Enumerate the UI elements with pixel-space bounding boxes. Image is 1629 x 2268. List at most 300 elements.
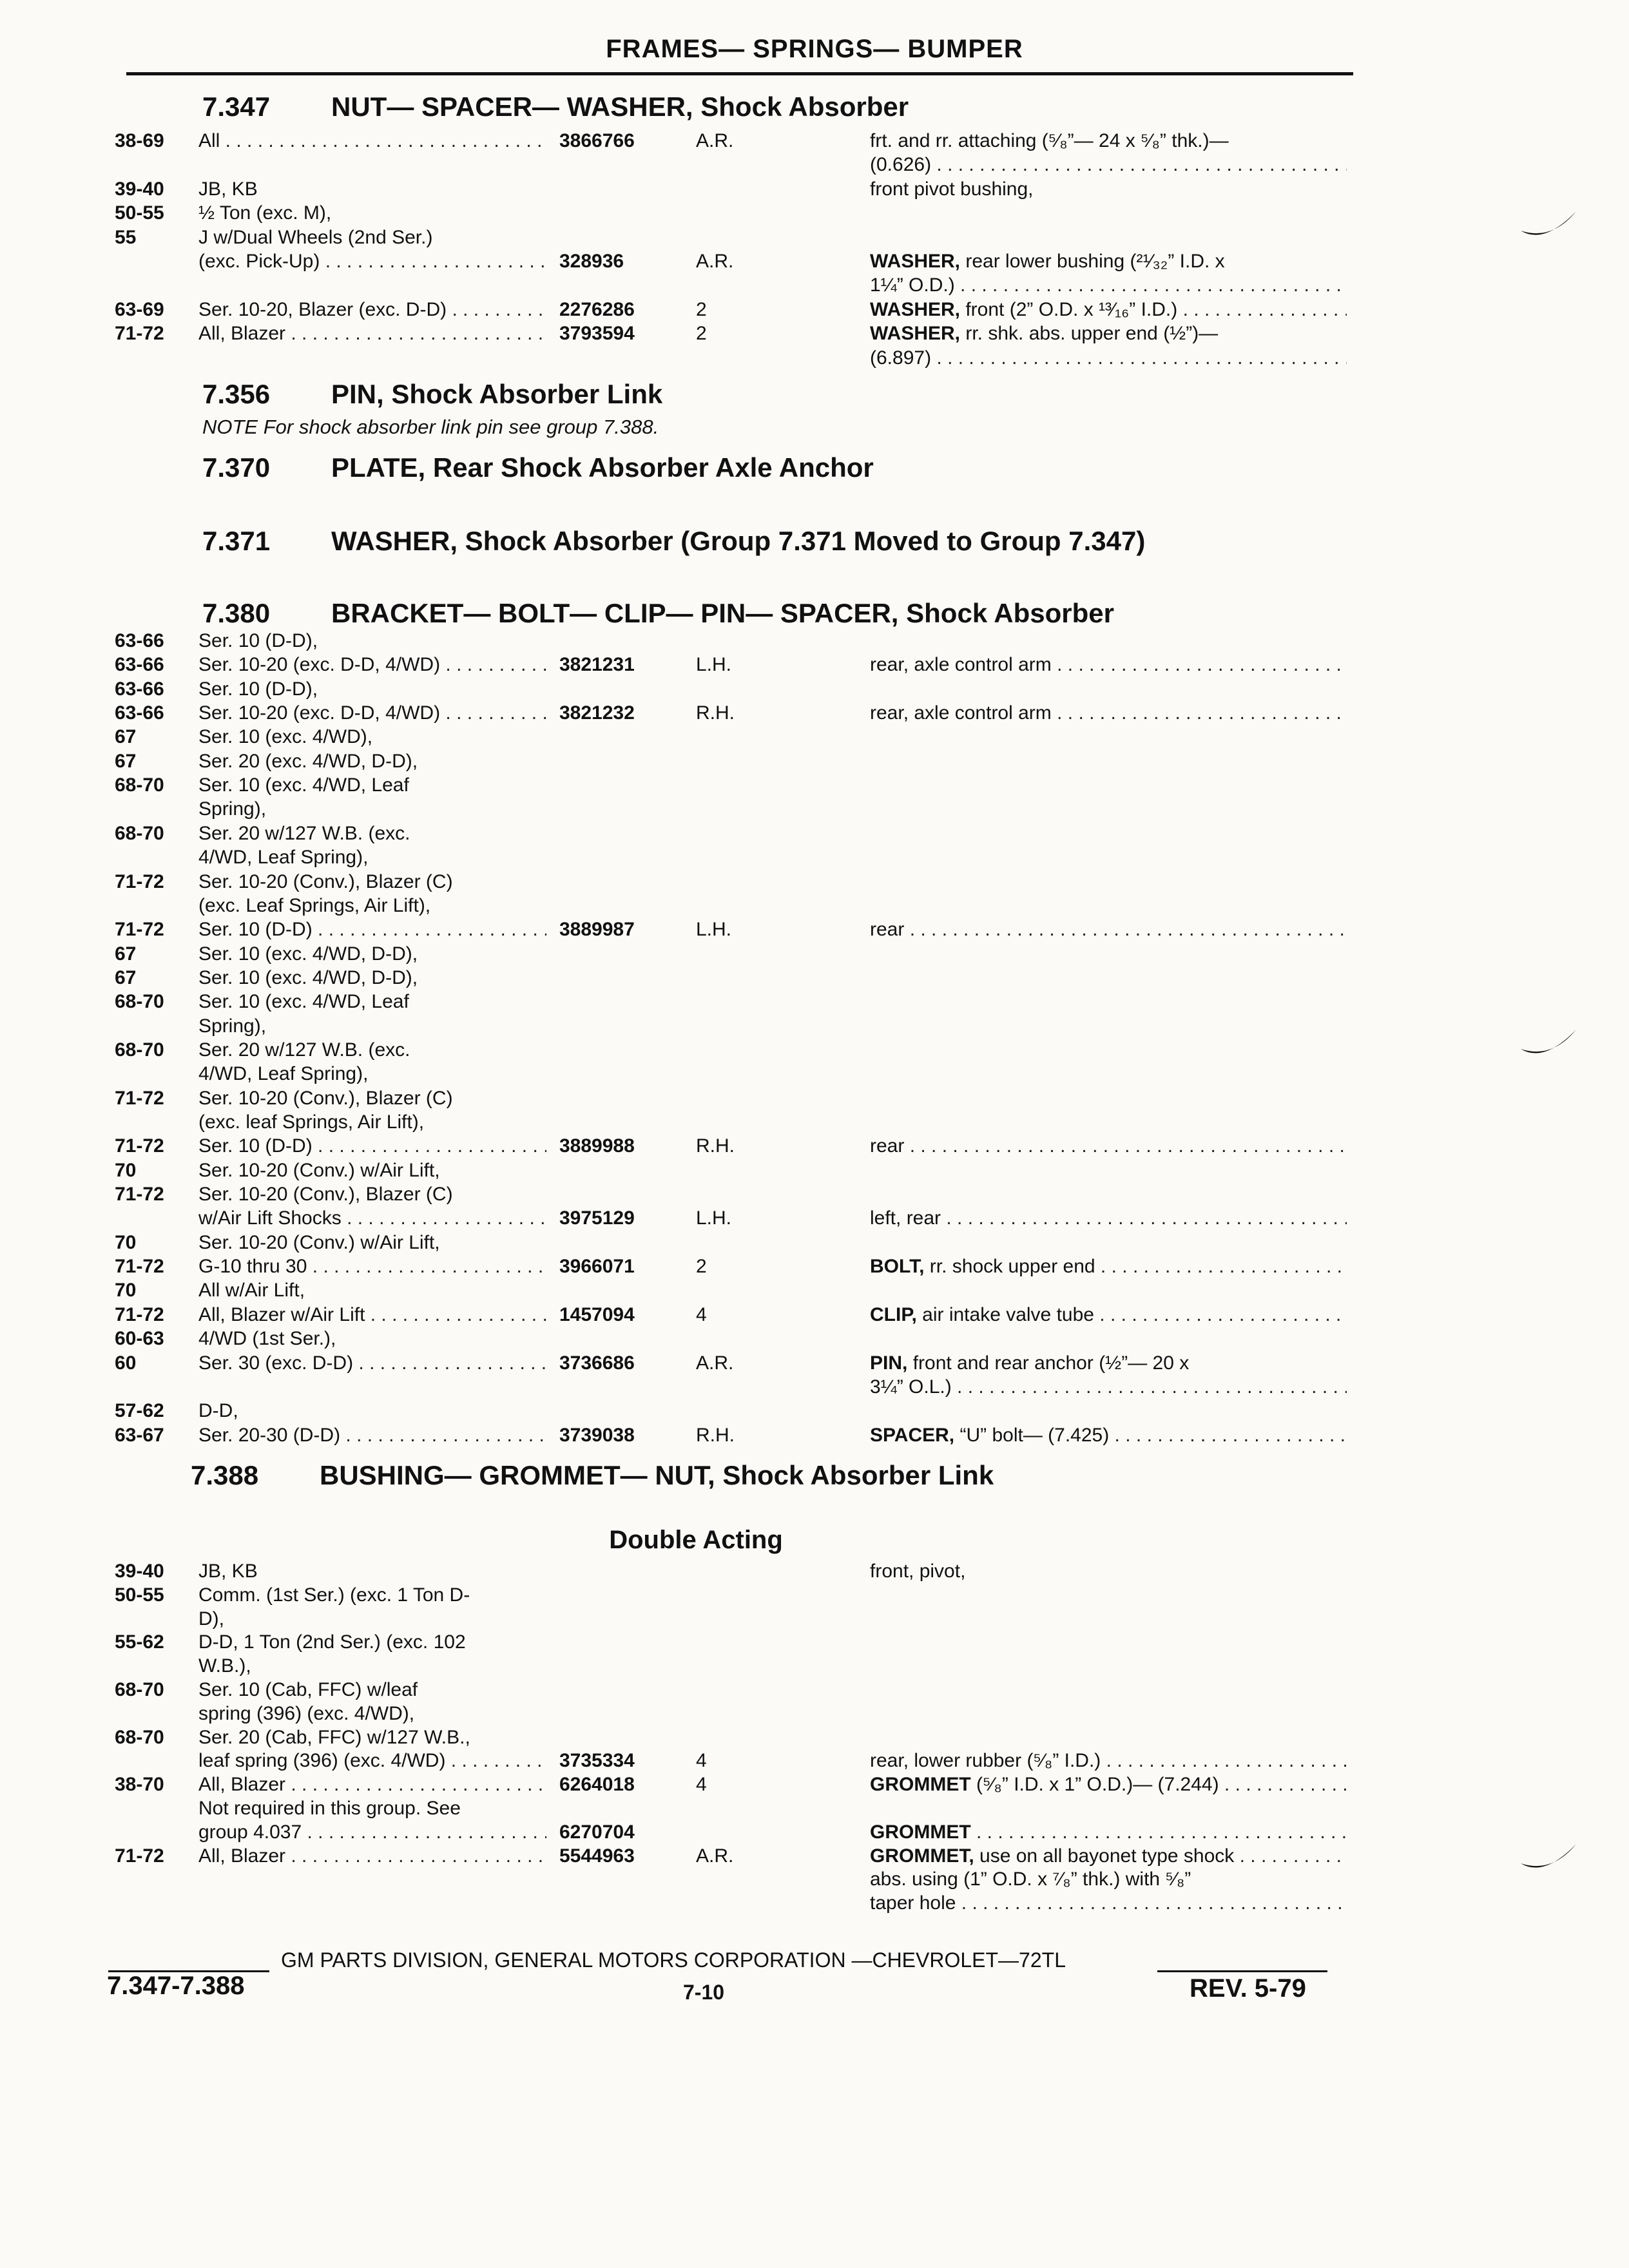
row-description-text: rear, lower rubber (⁵⁄₈” I.D.) xyxy=(870,1750,1101,1772)
row-part-number xyxy=(559,1351,695,1376)
row-description xyxy=(870,1844,1347,1869)
row-description-text: (0.626) xyxy=(870,154,932,176)
row-application xyxy=(198,677,546,702)
row-years xyxy=(115,701,164,726)
row-description xyxy=(870,701,1347,726)
row-application-text: Ser. 10 (exc. 4/WD, Leaf xyxy=(198,991,409,1013)
row-application xyxy=(198,1110,546,1135)
row-application-text: J w/Dual Wheels (2nd Ser.) xyxy=(198,226,433,248)
parts-row xyxy=(0,653,1629,677)
row-application-text: D-D, 1 Ton (2nd Ser.) (exc. 102 xyxy=(198,1631,466,1653)
row-years xyxy=(115,298,164,322)
row-years xyxy=(115,1134,164,1158)
row-part-number xyxy=(559,1206,695,1231)
parts-row xyxy=(0,990,1629,1014)
parts-row xyxy=(0,129,1629,153)
row-years-text: 67 xyxy=(115,726,137,748)
row-quantity xyxy=(696,1254,747,1279)
row-years-text: 38-69 xyxy=(115,130,164,151)
row-description-text: (⁵⁄₈” I.D. x 1” O.D.)— (7.244) xyxy=(970,1774,1219,1796)
row-application-text: Ser. 30 (exc. D-D) xyxy=(198,1352,354,1374)
row-part-number xyxy=(559,298,695,322)
row-years xyxy=(115,1630,164,1655)
row-application xyxy=(198,990,546,1014)
row-application-text: leaf spring (396) (exc. 4/WD) xyxy=(198,1750,446,1772)
row-years xyxy=(115,1086,164,1111)
parts-row xyxy=(0,1231,1629,1255)
row-application xyxy=(198,177,546,202)
row-part-number xyxy=(559,653,695,677)
parts-row xyxy=(0,177,1629,202)
row-application-text: spring (396) (exc. 4/WD), xyxy=(198,1702,415,1724)
row-application-text: JB, KB xyxy=(198,178,258,200)
row-part-number-text: 3866766 xyxy=(559,130,635,151)
row-years-text: 39-40 xyxy=(115,178,164,200)
row-years-text: 60 xyxy=(115,1352,137,1374)
row-description-text: “U” bolt— (7.425) xyxy=(954,1424,1110,1446)
section-heading: PIN, Shock Absorber Link xyxy=(331,379,663,409)
parts-row xyxy=(0,1654,1629,1678)
row-years xyxy=(115,990,164,1014)
row-description-text: front pivot bushing, xyxy=(870,178,1034,200)
row-years xyxy=(115,653,164,677)
row-years-text: 71-72 xyxy=(115,870,164,892)
row-quantity xyxy=(696,129,747,153)
row-quantity xyxy=(696,918,747,942)
binder-clip-mark-icon xyxy=(1518,1838,1583,1883)
row-quantity-text: A.R. xyxy=(696,1352,734,1374)
description-heading: PIN, xyxy=(870,1352,908,1374)
row-application-text: Ser. 10 (D-D), xyxy=(198,630,318,651)
row-part-number-text: 3736686 xyxy=(559,1352,635,1374)
row-application xyxy=(198,1086,546,1111)
row-part-number-text: 6270704 xyxy=(559,1821,635,1843)
row-quantity xyxy=(696,1303,747,1327)
row-application xyxy=(198,1062,546,1086)
row-description xyxy=(870,129,1347,153)
parts-row xyxy=(0,1327,1629,1351)
section-number: 7.371 xyxy=(202,526,271,556)
row-application-text: Ser. 10 (exc. 4/WD), xyxy=(198,726,373,748)
row-description-text: frt. and rr. attaching (⁵⁄₈”— 24 x ⁵⁄₈” thk.)— xyxy=(870,130,1229,151)
row-description-text: use on all bayonet type shock xyxy=(974,1845,1235,1867)
row-years xyxy=(115,1399,164,1423)
row-application xyxy=(198,226,546,250)
row-application xyxy=(198,653,546,677)
row-years-text: 71-72 xyxy=(115,1303,164,1325)
row-application-text: (exc. Leaf Springs, Air Lift), xyxy=(198,894,431,916)
row-description-text: taper hole xyxy=(870,1892,956,1914)
row-application-text: JB, KB xyxy=(198,1561,258,1582)
row-application-text: Ser. 10-20 (exc. D-D, 4/WD) xyxy=(198,654,441,676)
row-description-text: rear lower bushing (²¹⁄₃₂” I.D. x xyxy=(960,251,1225,272)
row-description xyxy=(870,1134,1347,1158)
row-description-text: rear, axle control arm xyxy=(870,654,1052,676)
row-part-number-text: 328936 xyxy=(559,251,624,272)
row-description-text: left, rear xyxy=(870,1207,941,1229)
section-number: 7.356 xyxy=(202,379,271,409)
parts-row xyxy=(0,1110,1629,1135)
row-application-text: Ser. 10-20 (exc. D-D, 4/WD) xyxy=(198,702,441,724)
row-years-text: 70 xyxy=(115,1231,137,1253)
row-quantity-text: R.H. xyxy=(696,702,735,724)
row-application xyxy=(198,1423,546,1448)
row-description-text: rr. shock upper end xyxy=(924,1256,1095,1278)
row-quantity-text: R.H. xyxy=(696,1424,735,1446)
row-years-text: 68-70 xyxy=(115,774,164,796)
row-application-text: Spring), xyxy=(198,1015,267,1037)
row-application xyxy=(198,1559,546,1584)
row-application-text: All, Blazer w/Air Lift xyxy=(198,1303,365,1325)
row-quantity xyxy=(696,1773,747,1797)
parts-row xyxy=(0,1607,1629,1631)
parts-row xyxy=(0,1254,1629,1279)
row-years xyxy=(115,1158,136,1183)
row-part-number-text: 5544963 xyxy=(559,1845,635,1867)
row-description xyxy=(870,1749,1347,1773)
row-description xyxy=(870,1375,1347,1399)
row-quantity-text: 2 xyxy=(696,298,707,320)
row-application xyxy=(198,1182,546,1207)
section-title-7-371 xyxy=(202,526,1145,557)
row-years xyxy=(115,201,164,226)
section-heading: BRACKET— BOLT— CLIP— PIN— SPACER, Shock Absorber xyxy=(331,598,1114,628)
row-years xyxy=(115,1278,136,1303)
row-years-text: 71-72 xyxy=(115,1184,164,1206)
row-years-text: 50-55 xyxy=(115,202,164,224)
binder-clip-mark-icon xyxy=(1518,205,1583,250)
row-description xyxy=(870,1254,1347,1279)
section-title-7-380 xyxy=(202,598,1114,629)
row-years-text: 68-70 xyxy=(115,991,164,1013)
binder-clip-mark-icon xyxy=(1518,1023,1583,1068)
row-quantity-text: L.H. xyxy=(696,1207,732,1229)
row-part-number xyxy=(559,129,695,153)
row-quantity-text: A.R. xyxy=(696,130,734,151)
row-years-text: 68-70 xyxy=(115,1679,164,1700)
row-years-text: 39-40 xyxy=(115,1561,164,1582)
parts-row xyxy=(0,298,1629,322)
row-application-text: Ser. 10-20, Blazer (exc. D-D) xyxy=(198,298,447,320)
parts-row xyxy=(0,1278,1629,1303)
footer-page-number: 7-10 xyxy=(683,1981,725,2004)
row-description-text: front (2” O.D. x ¹³⁄₁₆” I.D.) xyxy=(960,298,1178,320)
description-heading: WASHER, xyxy=(870,251,961,272)
row-application xyxy=(198,845,546,870)
header-rule xyxy=(126,72,1353,75)
subheading-double-acting: Double Acting xyxy=(609,1526,783,1554)
row-years xyxy=(115,1844,164,1869)
row-application xyxy=(198,1654,546,1678)
parts-row xyxy=(0,1375,1629,1399)
row-part-number xyxy=(559,1844,695,1869)
row-years xyxy=(115,629,164,653)
row-application-text: group 4.037 xyxy=(198,1821,302,1843)
row-years xyxy=(115,677,164,702)
row-part-number-text: 1457094 xyxy=(559,1303,635,1325)
row-quantity-text: 2 xyxy=(696,323,707,345)
row-part-number-text: 3821232 xyxy=(559,702,635,724)
description-heading: GROMMET xyxy=(870,1821,971,1843)
row-application xyxy=(198,322,546,346)
row-quantity xyxy=(696,653,747,677)
parts-row xyxy=(0,1630,1629,1655)
parts-row xyxy=(0,1134,1629,1158)
section-number: 7.380 xyxy=(202,598,271,628)
row-part-number-text: 3966071 xyxy=(559,1256,635,1278)
row-years xyxy=(115,966,136,990)
parts-row xyxy=(0,226,1629,250)
row-description xyxy=(870,346,1347,370)
row-years-text: 68-70 xyxy=(115,822,164,844)
row-application xyxy=(198,1278,546,1303)
row-application-text: Ser. 10 (exc. 4/WD, D-D), xyxy=(198,966,418,988)
row-description-text: 1¼” O.D.) xyxy=(870,274,955,296)
row-years xyxy=(115,725,136,749)
row-description xyxy=(870,322,1347,346)
footer-rule-right xyxy=(1157,1970,1327,1972)
row-application-text: 4/WD, Leaf Spring), xyxy=(198,1063,369,1085)
row-description xyxy=(870,1891,1347,1916)
row-years xyxy=(115,1303,164,1327)
row-application-text: All w/Air Lift, xyxy=(198,1280,305,1302)
row-quantity xyxy=(696,1351,747,1376)
row-years-text: 67 xyxy=(115,966,137,988)
row-application-text: Spring), xyxy=(198,798,267,820)
parts-row xyxy=(0,1583,1629,1608)
description-heading: BOLT, xyxy=(870,1256,925,1278)
description-heading: WASHER, xyxy=(870,323,961,345)
row-application xyxy=(198,1796,546,1821)
row-years xyxy=(115,129,164,153)
row-years xyxy=(115,177,164,202)
row-application xyxy=(198,1725,546,1750)
row-quantity-text: 4 xyxy=(696,1774,707,1796)
section-title-7-370 xyxy=(202,452,874,483)
parts-row xyxy=(0,273,1629,298)
row-application-text: All xyxy=(198,130,220,151)
row-description-text: abs. using (1” O.D. x ⁷⁄₈” thk.) with ⁵⁄₈” xyxy=(870,1869,1191,1890)
row-years xyxy=(115,1327,164,1351)
row-quantity-text: L.H. xyxy=(696,654,732,676)
row-part-number xyxy=(559,1254,695,1279)
row-application-text: All, Blazer xyxy=(198,1774,286,1796)
parts-row xyxy=(0,1182,1629,1207)
section-heading: PLATE, Rear Shock Absorber Axle Anchor xyxy=(331,452,874,483)
section-heading: BUSHING— GROMMET— NUT, Shock Absorber Link xyxy=(320,1460,994,1490)
row-years-text: 70 xyxy=(115,1159,137,1181)
parts-row xyxy=(0,1559,1629,1584)
row-years-text: 70 xyxy=(115,1280,137,1302)
row-application xyxy=(198,1134,546,1158)
row-years-text: 67 xyxy=(115,943,137,965)
section-heading: WASHER, Shock Absorber (Group 7.371 Moved to Group 7.347) xyxy=(331,526,1146,556)
parts-row xyxy=(0,1206,1629,1231)
row-application xyxy=(198,1231,546,1255)
row-years xyxy=(115,822,164,846)
parts-row xyxy=(0,797,1629,822)
row-application xyxy=(198,1158,546,1183)
row-application-text: Ser. 20 (Cab, FFC) w/127 W.B., xyxy=(198,1726,470,1748)
section-title-7-356 xyxy=(202,379,662,410)
parts-row xyxy=(0,1702,1629,1726)
row-description xyxy=(870,273,1347,298)
row-description xyxy=(870,177,1347,202)
row-description xyxy=(870,298,1347,322)
row-part-number-text: 3821231 xyxy=(559,654,635,676)
parts-row xyxy=(0,1038,1629,1062)
row-years xyxy=(115,1231,136,1255)
row-quantity xyxy=(696,701,747,726)
row-years-text: 63-66 xyxy=(115,654,164,676)
row-application xyxy=(198,1303,546,1327)
parts-row xyxy=(0,942,1629,966)
row-years-text: 71-72 xyxy=(115,1087,164,1109)
row-description-text: front, pivot, xyxy=(870,1561,966,1582)
row-years xyxy=(115,1583,164,1608)
row-application xyxy=(198,918,546,942)
row-application xyxy=(198,129,546,153)
parts-row xyxy=(0,1351,1629,1376)
parts-row xyxy=(0,822,1629,846)
row-application-text: (exc. Pick-Up) xyxy=(198,251,320,272)
row-application-text: All, Blazer xyxy=(198,323,286,345)
row-application xyxy=(198,1773,546,1797)
row-application xyxy=(198,201,546,226)
row-part-number-text: 2276286 xyxy=(559,298,635,320)
row-quantity xyxy=(696,249,747,274)
parts-row xyxy=(0,1796,1629,1821)
parts-row xyxy=(0,1820,1629,1845)
page-header: FRAMES— SPRINGS— BUMPER xyxy=(606,35,1023,63)
parts-row xyxy=(0,1399,1629,1423)
row-part-number xyxy=(559,249,695,274)
row-years-text: 68-70 xyxy=(115,1726,164,1748)
row-application-text: Ser. 20 (exc. 4/WD, D-D), xyxy=(198,750,418,772)
row-years xyxy=(115,1038,164,1062)
parts-row xyxy=(0,1891,1629,1916)
row-application xyxy=(198,870,546,894)
footer-publisher-line: GM PARTS DIVISION, GENERAL MOTORS CORPORATION —CHEVROLET—72TL xyxy=(281,1948,1066,1972)
row-part-number xyxy=(559,1423,695,1448)
parts-row xyxy=(0,918,1629,942)
row-quantity xyxy=(696,1844,747,1869)
row-quantity-text: L.H. xyxy=(696,919,732,941)
description-heading: GROMMET, xyxy=(870,1845,974,1867)
parts-row xyxy=(0,346,1629,370)
row-application xyxy=(198,942,546,966)
parts-row xyxy=(0,725,1629,749)
row-application xyxy=(198,749,546,774)
row-application-text: 4/WD (1st Ser.), xyxy=(198,1328,336,1350)
row-application-text: W.B.), xyxy=(198,1655,251,1677)
row-description xyxy=(870,249,1347,274)
row-quantity xyxy=(696,322,747,346)
parts-row xyxy=(0,894,1629,918)
row-years xyxy=(115,942,136,966)
parts-row xyxy=(0,249,1629,274)
row-application xyxy=(198,1327,546,1351)
row-application xyxy=(198,1702,546,1726)
row-years xyxy=(115,322,164,346)
row-part-number xyxy=(559,1773,695,1797)
row-application-text: Ser. 20-30 (D-D) xyxy=(198,1424,341,1446)
row-part-number xyxy=(559,1134,695,1158)
row-years-text: 71-72 xyxy=(115,323,164,345)
row-years-text: 63-66 xyxy=(115,702,164,724)
row-part-number xyxy=(559,322,695,346)
row-quantity xyxy=(696,1206,747,1231)
row-years-text: 68-70 xyxy=(115,1039,164,1061)
row-application-text: Ser. 10-20 (Conv.), Blazer (C) xyxy=(198,1184,453,1206)
row-application xyxy=(198,773,546,798)
row-quantity xyxy=(696,298,747,322)
row-description xyxy=(870,1867,1347,1892)
row-description-text: rear xyxy=(870,919,905,941)
row-application xyxy=(198,1678,546,1702)
row-years-text: 71-72 xyxy=(115,1135,164,1157)
row-application xyxy=(198,298,546,322)
row-application-text: Ser. 10-20 (Conv.) w/Air Lift, xyxy=(198,1231,440,1253)
section-number: 7.388 xyxy=(191,1460,259,1490)
row-years xyxy=(115,1351,136,1376)
row-application-text: Ser. 10 (exc. 4/WD, D-D), xyxy=(198,943,418,965)
row-description-text: rr. shk. abs. upper end (½”)— xyxy=(960,323,1219,345)
row-years-text: 71-72 xyxy=(115,1845,164,1867)
row-application-text: Ser. 20 w/127 W.B. (exc. xyxy=(198,822,410,844)
row-years-text: 71-72 xyxy=(115,919,164,941)
row-description xyxy=(870,1206,1347,1231)
description-heading: CLIP, xyxy=(870,1303,917,1325)
row-years xyxy=(115,1559,164,1584)
row-years xyxy=(115,1254,164,1279)
row-application xyxy=(198,1844,546,1869)
row-years xyxy=(115,1423,164,1448)
section-title-7-347 xyxy=(202,91,909,122)
row-application-text: 4/WD, Leaf Spring), xyxy=(198,847,369,869)
row-application xyxy=(198,1038,546,1062)
description-heading: SPACER, xyxy=(870,1424,955,1446)
description-heading: GROMMET xyxy=(870,1774,971,1796)
description-heading: WASHER, xyxy=(870,298,961,320)
parts-row xyxy=(0,1086,1629,1111)
row-years-text: 67 xyxy=(115,750,137,772)
row-part-number xyxy=(559,1820,695,1845)
row-quantity-text: 4 xyxy=(696,1750,707,1772)
row-application-text: Ser. 20 w/127 W.B. (exc. xyxy=(198,1039,410,1061)
parts-row xyxy=(0,1014,1629,1039)
row-application-text: Not required in this group. See xyxy=(198,1798,461,1819)
row-years-text: 63-66 xyxy=(115,678,164,700)
parts-row xyxy=(0,870,1629,894)
row-application-text: Comm. (1st Ser.) (exc. 1 Ton D- xyxy=(198,1584,470,1606)
row-application-text: Ser. 10 (D-D) xyxy=(198,919,313,941)
parts-row xyxy=(0,1678,1629,1702)
row-part-number-text: 3735334 xyxy=(559,1750,635,1772)
row-part-number-text: 3889987 xyxy=(559,919,635,941)
row-years xyxy=(115,1678,164,1702)
row-part-number xyxy=(559,701,695,726)
row-application xyxy=(198,797,546,822)
row-description-text: 3¼” O.L.) xyxy=(870,1376,952,1398)
row-application xyxy=(198,1607,546,1631)
section-note: NOTE For shock absorber link pin see group 7.388. xyxy=(202,416,659,438)
row-description xyxy=(870,1303,1347,1327)
section-heading: NUT— SPACER— WASHER, Shock Absorber xyxy=(331,91,909,122)
parts-row xyxy=(0,1867,1629,1892)
row-description xyxy=(870,653,1347,677)
row-application xyxy=(198,629,546,653)
